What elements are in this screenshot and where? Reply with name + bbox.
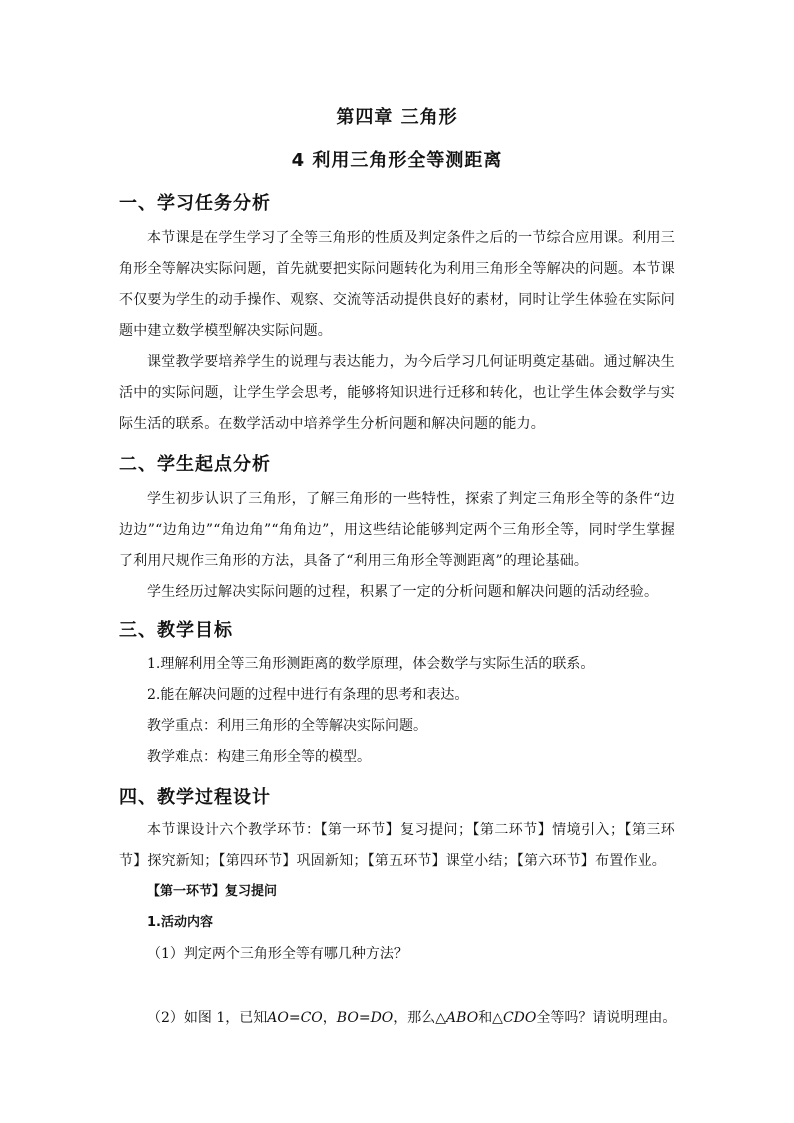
student-analysis-paragraph-1: 学生初步认识了三角形，了解三角形的一些特性，探索了判定三角形全等的条件“边边边”“边角边”“角边角”“角角边”，用这些结论能够判定两个三角形全等，同时学生掌握了利用尺规作三角形的方法，具备了“利用三角形全等测距离”的理论基础。 xyxy=(119,491,675,569)
triangle-abo: ABO xyxy=(446,1010,479,1026)
teaching-focus: 教学重点：利用三角形的全等解决实际问题。 xyxy=(147,718,427,734)
question-2 xyxy=(147,1008,676,1028)
segment-bo: BO xyxy=(336,1010,359,1026)
question-2-suffix: 全等吗？请说明理由。 xyxy=(536,1010,677,1026)
triangle-cdo: CDO xyxy=(502,1010,537,1026)
task-analysis-paragraph-1: 本节课是在学生学习了全等三角形的性质及判定条件之后的一节综合应用课。利用三角形全等解决实际问题，首先就要把实际问题转化为利用三角形全等解决的问题。本节课不仅要为学生的动手操作、观察、交流等活动提供良好的素材，同时让学生体验在实际问题中建立数学模型解决实际问题。 xyxy=(119,230,675,339)
objective-item-2: 2.能在解决问题的过程中进行有条理的思考和表达。 xyxy=(147,687,469,703)
lesson-title: 4 利用三角形全等测距离 xyxy=(291,150,503,171)
process-design-paragraph: 本节课设计六个教学环节：【第一环节】复习提问；【第二环节】情境引入；【第三环节】探究新知；【第四环节】巩固新知；【第五环节】课堂小结；【第六环节】布置作业。 xyxy=(119,822,675,869)
step-1-label: 【第一环节】复习提问 xyxy=(147,884,278,899)
teaching-difficulty: 教学难点：构建三角形全等的模型。 xyxy=(147,749,371,765)
activity-content-label: 1.活动内容 xyxy=(147,915,213,930)
section-heading-objectives: 三、教学目标 xyxy=(119,620,233,641)
equals-sign-2: = xyxy=(358,1010,371,1026)
segment-co: CO xyxy=(300,1010,323,1026)
separator: ， xyxy=(322,1010,337,1026)
segment-do: DO xyxy=(370,1010,394,1026)
objective-item-1: 1.理解利用全等三角形测距离的数学原理，体会数学与实际生活的联系。 xyxy=(147,656,595,672)
question-2-and: 和△ xyxy=(478,1010,503,1026)
question-1: （1）判定两个三角形全等有哪几种方法？ xyxy=(147,946,408,962)
student-analysis-paragraph-2: 学生经历过解决实际问题的过程，积累了一定的分析问题和解决问题的活动经验。 xyxy=(147,584,659,600)
task-analysis-paragraph-2: 课堂教学要培养学生的说理与表达能力，为今后学习几何证明奠定基础。通过解决生活中的实际问题，让学生学会思考，能够将知识进行迁移和转化，也让学生体会数学与实际生活的联系。在数学活动中培养学生分析问题和解决问题的能力。 xyxy=(119,354,675,432)
question-2-mid: ，那么△ xyxy=(393,1010,447,1026)
section-heading-process-design: 四、教学过程设计 xyxy=(119,787,271,808)
segment-ao: AO xyxy=(267,1010,289,1026)
question-2-prefix: （2）如图 1，已知 xyxy=(147,1010,268,1026)
section-heading-task-analysis: 一、学习任务分析 xyxy=(119,193,271,214)
section-heading-student-analysis: 二、学生起点分析 xyxy=(119,454,271,475)
equals-sign-1: = xyxy=(288,1010,301,1026)
chapter-title: 第四章 三角形 xyxy=(336,107,458,128)
